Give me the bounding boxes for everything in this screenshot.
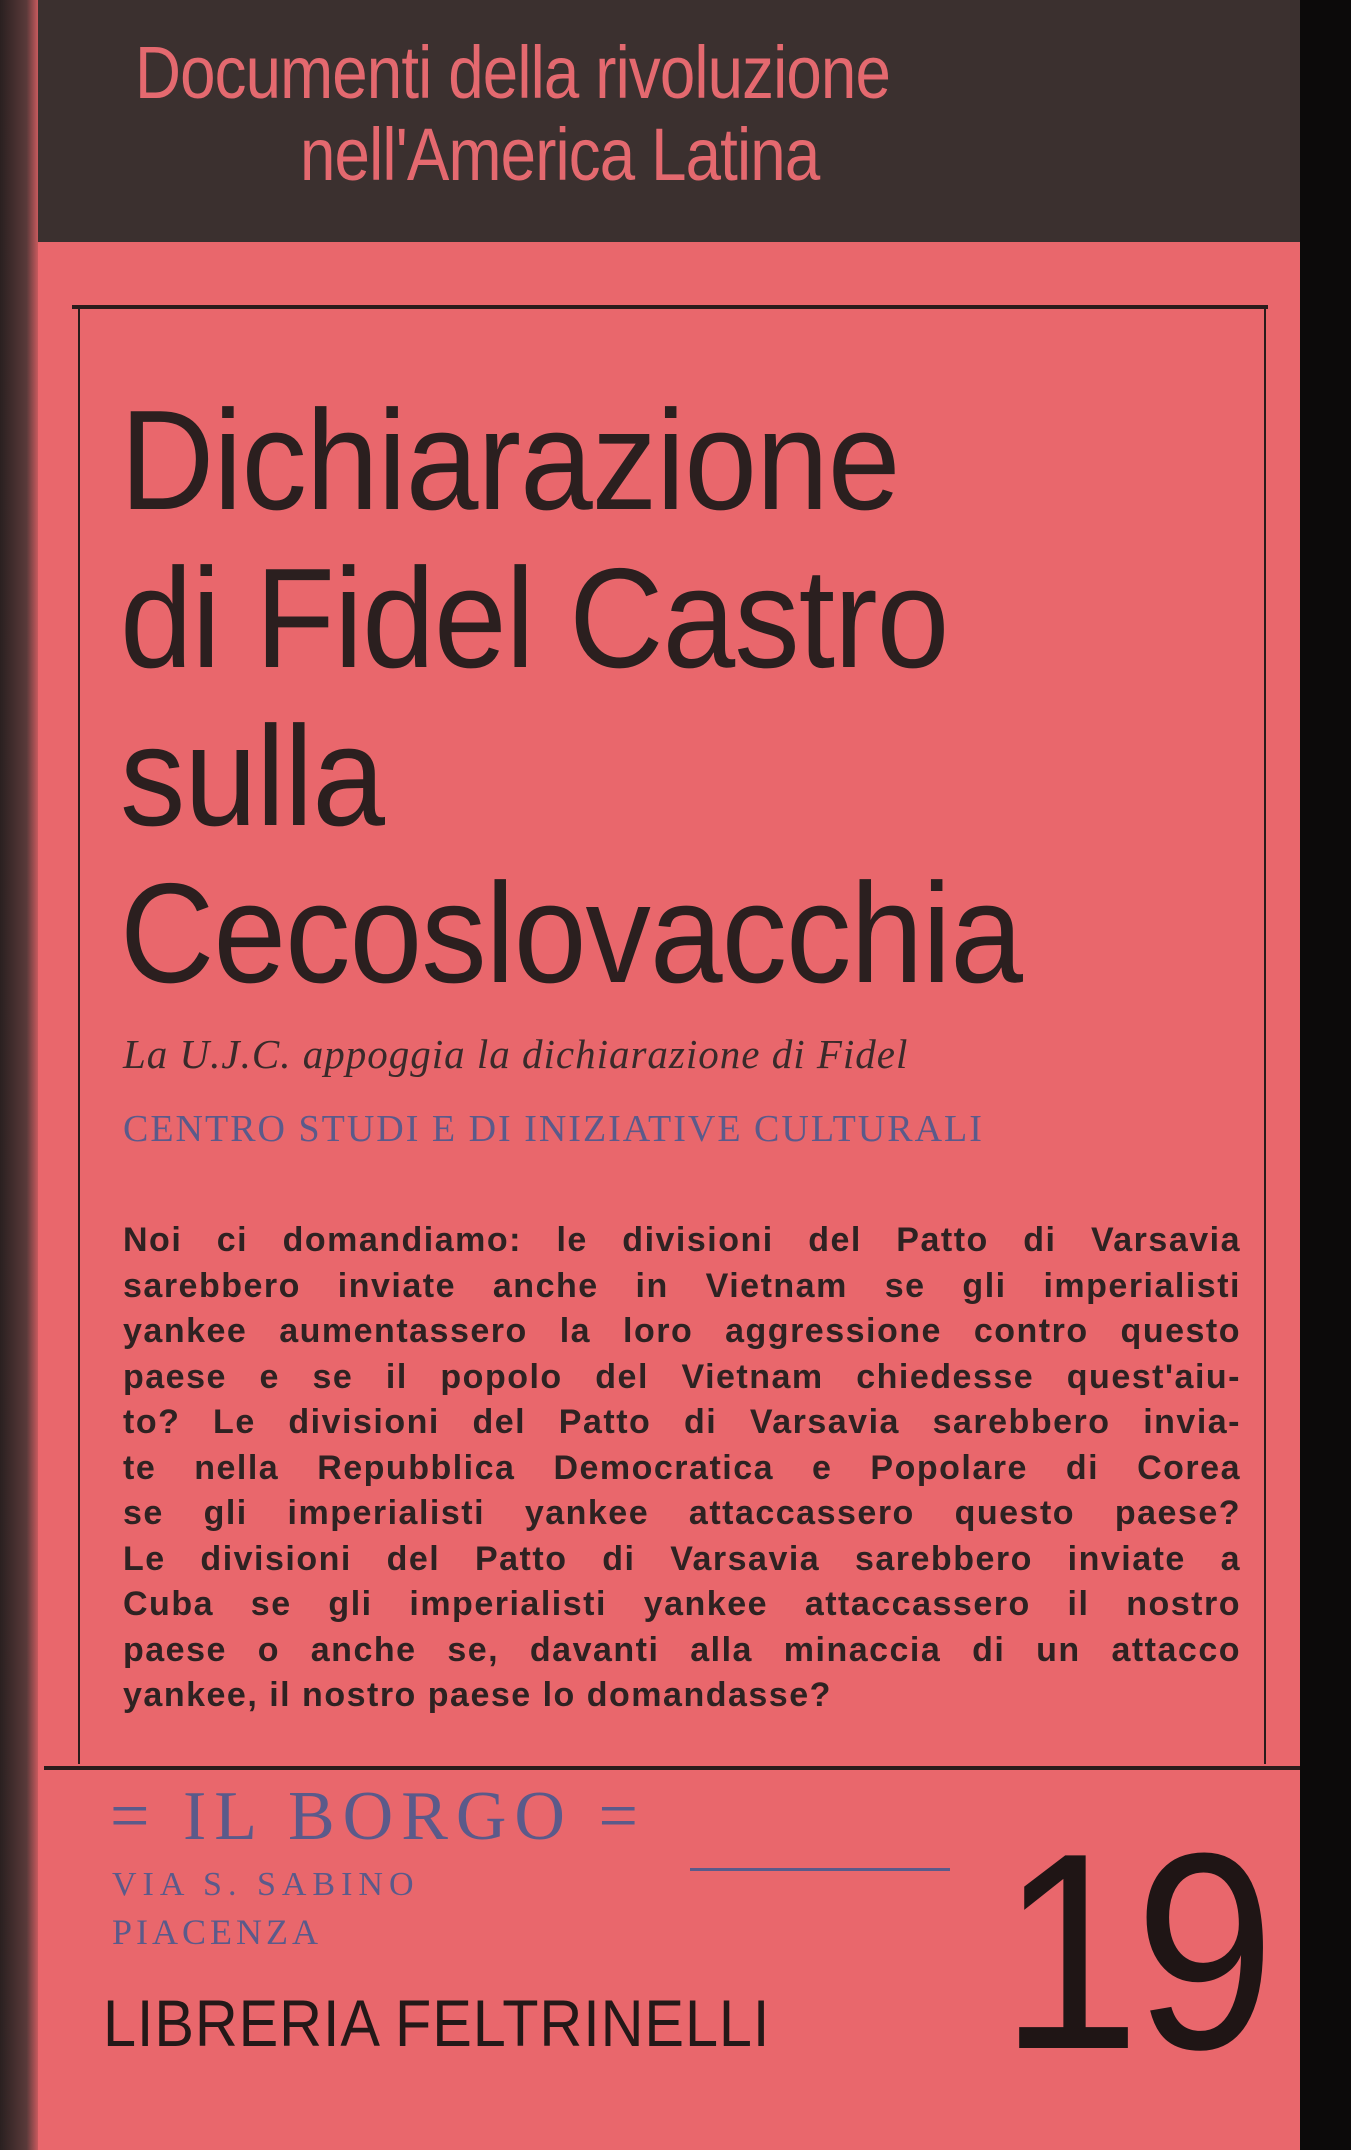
stamp-text: CENTRO STUDI E DI INIZIATIVE CULTURALI (123, 1108, 984, 1150)
stamp-text: PIACENZA (112, 1912, 322, 1952)
body-line: yankee aumentassero la loro aggressione contro questo (123, 1312, 1241, 1350)
body-line: se gli imperialisti yankee attaccassero questo paese? (123, 1494, 1241, 1532)
body-line: paese o anche se, davanti alla minaccia di un attacco (123, 1630, 1241, 1669)
stamp-rule (690, 1868, 950, 1871)
body-line: sarebbero inviate anche in Vietnam se gli imperialisti (123, 1266, 1241, 1305)
subtitle: La U.J.C. appoggia la dichiarazione di Fidel (123, 1031, 909, 1077)
publisher-name: LIBRERIA FELTRINELLI (103, 1986, 771, 2060)
body-line: te nella Repubblica Democratica e Popolare di Corea (123, 1448, 1241, 1487)
frame-top-rule (72, 305, 1268, 309)
series-number: 19 (1000, 1796, 1270, 2108)
body-line: yankee, il nostro paese lo domandasse? (123, 1676, 832, 1714)
spine-edge (0, 0, 38, 2150)
body-line: Le divisioni del Patto di Varsavia sarebbero inviate a (123, 1539, 1241, 1578)
stamp-text: VIA S. SABINO (112, 1866, 420, 1903)
series-title-line1: Documenti della rivoluzione (135, 31, 891, 114)
frame-right-rule (1264, 309, 1266, 1764)
book-title-line: Dichiarazione (120, 381, 900, 540)
body-quote (123, 1218, 1241, 1719)
body-line: Cuba se gli imperialisti yankee attaccassero il nostro (123, 1585, 1241, 1623)
book-title-line: Cecoslovacchia (120, 854, 1023, 1013)
body-line: Noi ci domandiamo: le divisioni del Patto di Varsavia (123, 1221, 1241, 1259)
body-line: to? Le divisioni del Patto di Varsavia sarebbero invia- (123, 1403, 1241, 1441)
body-line: paese e se il popolo del Vietnam chiedesse quest'aiu- (123, 1357, 1241, 1396)
book-title-line: di Fidel Castro (120, 539, 949, 698)
book-title-line: sulla (120, 697, 385, 856)
stamp-text: = IL BORGO = (110, 1778, 646, 1855)
series-title-line2: nell'America Latina (300, 113, 820, 196)
frame-bottom-rule (44, 1766, 1300, 1770)
frame-left-rule (78, 309, 80, 1764)
